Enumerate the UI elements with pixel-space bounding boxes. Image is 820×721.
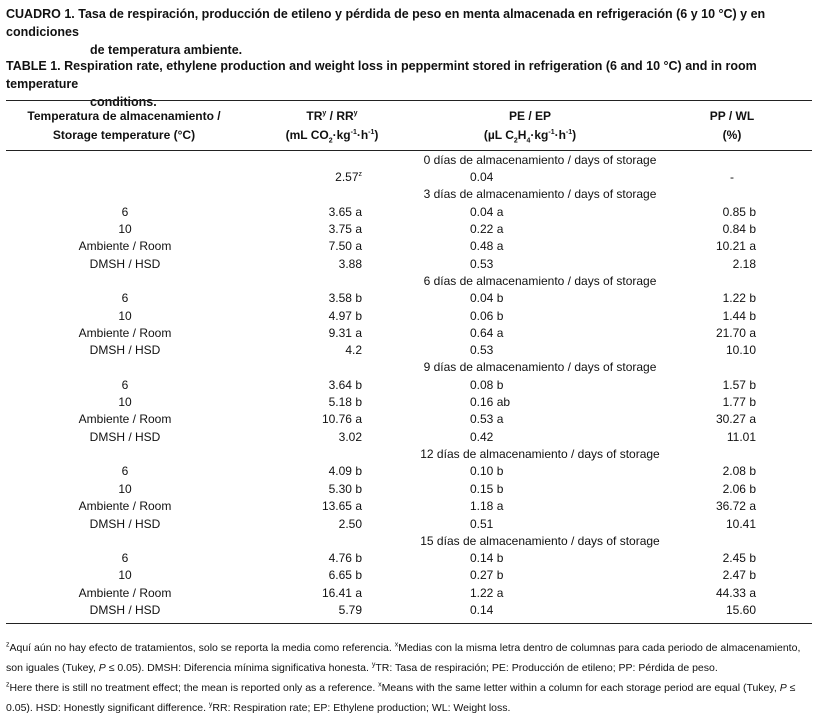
table-cell: 3.64 b bbox=[328, 378, 362, 392]
table-bottom-rule bbox=[6, 623, 812, 624]
table-cell: 2.45 b bbox=[722, 551, 756, 565]
table-cell: 5.30 b bbox=[328, 482, 362, 496]
table-cell: 2.18 bbox=[732, 257, 756, 271]
table-cell: 3.02 bbox=[338, 430, 362, 444]
period-label: 15 días de almacenamiento / days of storage bbox=[420, 534, 660, 548]
table-cell: 10 bbox=[118, 309, 132, 323]
table-cell: 5.79 bbox=[338, 603, 362, 617]
caption-es-label: CUADRO 1. bbox=[6, 7, 75, 21]
table-cell: 3.75 a bbox=[328, 222, 362, 236]
table-cell: 6.65 b bbox=[328, 568, 362, 582]
table-cell: 6 bbox=[121, 551, 129, 565]
table-cell: 4.76 b bbox=[328, 551, 362, 565]
table-cell: 0.85 b bbox=[722, 205, 756, 219]
table-cell: 0.51 bbox=[470, 517, 494, 531]
table-cell: 0.14 bbox=[470, 603, 494, 617]
table-cell: 10.41 bbox=[725, 517, 756, 531]
table-cell: 6 bbox=[121, 291, 129, 305]
table-cell: 36.72 a bbox=[715, 499, 756, 513]
table-cell: 1.57 b bbox=[722, 378, 756, 392]
table-cell: 10.10 bbox=[725, 343, 756, 357]
header-col4-line2: (%) bbox=[722, 128, 742, 142]
table-cell: 0.14 b bbox=[470, 551, 504, 565]
header-col2-line1: $TR^y / RR^y$ bbox=[306, 109, 358, 123]
caption-en-label: TABLE 1. bbox=[6, 59, 61, 73]
table-cell: 1.44 b bbox=[722, 309, 756, 323]
table-cell: 0.15 b bbox=[470, 482, 504, 496]
header-col3-line2: (µL $C_2H_4\cdot kg^{-1}\cdot h^{-1}$) bbox=[483, 128, 577, 145]
table-cell: DMSH / HSD bbox=[89, 430, 161, 444]
period-label: 3 días de almacenamiento / days of storage bbox=[423, 187, 657, 201]
footnote-english: $^z$Here there is still no treatment effect; the mean is reported only as a reference. $^x$Means with the same letter within a column for each storage period are equal (Tukey, P ≤ 0.05). HSD: Honestly significant difference. $^y$RR: Respiration rate; EP: Ethylene production; WL: Weight loss. bbox=[6, 681, 796, 714]
caption-english bbox=[6, 57, 816, 111]
table-cell: 6 bbox=[121, 378, 129, 392]
table-cell: 30.27 a bbox=[715, 412, 756, 426]
table-cell: 3.58 b bbox=[328, 291, 362, 305]
table-cell: 21.70 a bbox=[715, 326, 756, 340]
table-cell: 16.41 a bbox=[321, 586, 362, 600]
period-label: 9 días de almacenamiento / days of storage bbox=[423, 360, 657, 374]
table-cell: 1.18 a bbox=[470, 499, 504, 513]
table-cell: 5.18 b bbox=[328, 395, 362, 409]
table-cell: 10.76 a bbox=[321, 412, 362, 426]
day0-pp-cell: - bbox=[730, 170, 734, 184]
table-cell: 4.09 b bbox=[328, 464, 362, 478]
footnote-spanish: $^z$Aquí aún no hay efecto de tratamientos, solo se reporta la media como referencia. $^x$Medias con la misma letra dentro de columnas para cada periodo de almacenamiento, son iguales (Tukey, P ≤ 0.05). DMSH: Diferencia mínima significativa honesta. $^y$TR: Tasa de respiración; PE: Producción de etileno; PP: Pérdida de peso. bbox=[6, 641, 801, 674]
table-cell: 2.47 b bbox=[722, 568, 756, 582]
table-cell: 0.04 a bbox=[470, 205, 504, 219]
table-cell: 1.77 b bbox=[722, 395, 756, 409]
table-cell: 10 bbox=[118, 395, 132, 409]
table-cell: 10 bbox=[118, 482, 132, 496]
table-cell: 0.48 a bbox=[470, 239, 504, 253]
table-cell: 6 bbox=[121, 464, 129, 478]
table-cell: 1.22 b bbox=[722, 291, 756, 305]
table-cell: 2.50 bbox=[338, 517, 362, 531]
table-cell: 10 bbox=[118, 568, 132, 582]
day0-pe-cell: 0.04 bbox=[470, 170, 494, 184]
day0-tr-cell: 2.57$^z$ bbox=[335, 170, 362, 184]
table-cell: 4.97 b bbox=[328, 309, 362, 323]
table-cell: DMSH / HSD bbox=[89, 257, 161, 271]
header-col3-line1: PE / EP bbox=[508, 109, 552, 123]
header-col4-line1: PP / WL bbox=[709, 109, 755, 123]
table-cell: 11.01 bbox=[726, 430, 756, 444]
table-cell: 10 bbox=[118, 222, 132, 236]
caption-en-line2: conditions. bbox=[90, 95, 157, 109]
caption-es-line1: Tasa de respiración, producción de etileno y pérdida de peso en menta almacenada en refrigeración (6 y 10 °C) y en condiciones bbox=[6, 7, 766, 39]
table-cell: DMSH / HSD bbox=[89, 343, 161, 357]
table-top-rule bbox=[6, 100, 812, 101]
table-cell: 44.33 a bbox=[715, 586, 756, 600]
table-cell: 0.42 bbox=[470, 430, 494, 444]
header-col1-line2: Storage temperature (°C) bbox=[52, 128, 196, 142]
table-cell: 3.65 a bbox=[328, 205, 362, 219]
header-col2-line2: (mL $CO_2\cdot kg^{-1}\cdot h^{-1}$) bbox=[285, 128, 379, 145]
table-cell: 0.06 b bbox=[470, 309, 504, 323]
table-cell: 9.31 a bbox=[328, 326, 362, 340]
table-cell: 0.22 a bbox=[470, 222, 504, 236]
table-cell: 0.27 b bbox=[470, 568, 504, 582]
caption-spanish bbox=[6, 5, 816, 59]
table-cell: Ambiente / Room bbox=[78, 499, 172, 513]
table-cell: 10.21 a bbox=[715, 239, 756, 253]
table-cell: 0.16 ab bbox=[470, 395, 511, 409]
table-cell: 0.10 b bbox=[470, 464, 504, 478]
table-cell: 13.65 a bbox=[321, 499, 362, 513]
table-cell: Ambiente / Room bbox=[78, 326, 172, 340]
caption-es-line2: de temperatura ambiente. bbox=[90, 43, 243, 57]
table-cell: Ambiente / Room bbox=[78, 239, 172, 253]
period-label: 0 días de almacenamiento / days of storage bbox=[423, 153, 657, 167]
table-cell: 2.06 b bbox=[722, 482, 756, 496]
table-cell: 0.53 bbox=[470, 257, 494, 271]
table-cell: 0.64 a bbox=[470, 326, 504, 340]
table-cell: 1.22 a bbox=[470, 586, 504, 600]
table-cell: 3.88 bbox=[338, 257, 362, 271]
table-cell: 0.84 b bbox=[722, 222, 756, 236]
table-cell: 4.2 bbox=[345, 343, 362, 357]
table-cell: 0.53 bbox=[470, 343, 494, 357]
caption-en-line1: Respiration rate, ethylene production and weight loss in peppermint stored in refrigeration (6 and 10 °C) and in room temperature bbox=[6, 59, 757, 91]
header-rule bbox=[6, 150, 812, 151]
period-label: 12 días de almacenamiento / days of storage bbox=[420, 447, 660, 461]
table-cell: 15.60 bbox=[725, 603, 756, 617]
table-cell: 0.04 b bbox=[470, 291, 504, 305]
table-cell: DMSH / HSD bbox=[89, 603, 161, 617]
table-cell: 7.50 a bbox=[328, 239, 362, 253]
table-cell: Ambiente / Room bbox=[78, 586, 172, 600]
table-cell: 0.08 b bbox=[470, 378, 504, 392]
table-cell: Ambiente / Room bbox=[78, 412, 172, 426]
table-cell: 2.08 b bbox=[722, 464, 756, 478]
header-col1-line1: Temperatura de almacenamiento / bbox=[27, 109, 221, 123]
table-cell: DMSH / HSD bbox=[89, 517, 161, 531]
table-cell: 0.53 a bbox=[470, 412, 504, 426]
period-label: 6 días de almacenamiento / days of storage bbox=[423, 274, 657, 288]
table-cell: 6 bbox=[121, 205, 129, 219]
